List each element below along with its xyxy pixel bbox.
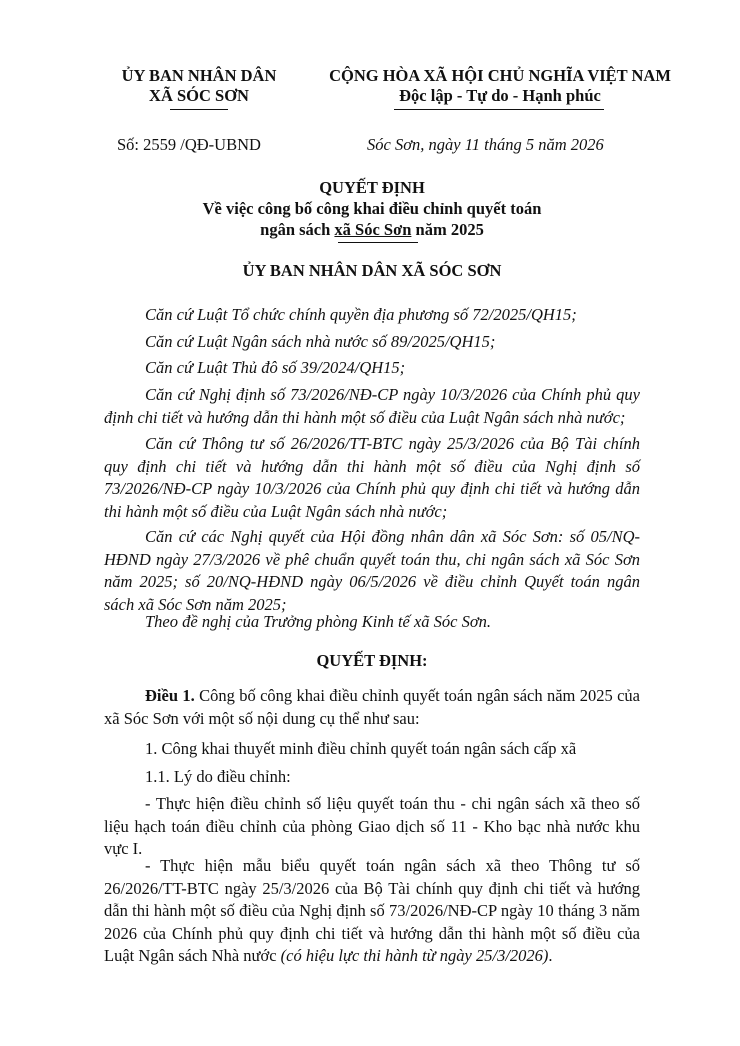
reason-2-end: . (548, 946, 553, 966)
article-1-label: Điều 1. (145, 686, 195, 705)
issuer-org-line2: XÃ SÓC SƠN (149, 86, 249, 105)
reason-1: - Thực hiện điều chỉnh số liệu quyết toán thu - chi ngân sách xã theo số liệu hạch toán điều chỉnh của phòng Giao dịch số 11 - Kho bạc nhà nước khu vực I. (104, 794, 640, 859)
document-subject-line1: Về việc công bố công khai điều chỉnh quyết toán (202, 199, 542, 218)
motto-underline (394, 109, 604, 110)
issuer-org-line1: ỦY BAN NHÂN DÂN (121, 66, 277, 85)
legal-basis-2: Căn cứ Luật Ngân sách nhà nước số 89/2025/QH15; (145, 332, 496, 351)
legal-basis-1: Căn cứ Luật Tổ chức chính quyền địa phương số 72/2025/QH15; (145, 305, 577, 324)
document-date: Sóc Sơn, ngày 11 tháng 5 năm 2026 (367, 135, 604, 154)
article-1 (104, 685, 640, 730)
section-1: 1. Công khai thuyết minh điều chỉnh quyết toán ngân sách cấp xã (145, 739, 577, 758)
decision-heading: QUYẾT ĐỊNH: (316, 651, 428, 670)
reason-2-text: - Thực hiện mẫu biểu quyết toán ngân sách xã theo Thông tư số 26/2026/TT-BTC ngày 25/3/2026 của Bộ Tài chính quy định chi tiết và hướng dẫn thi hành một số điều của Nghị định số 73/2026/NĐ-CP ngày 10 tháng 3 năm 2026 của Chính phủ quy định chi tiết và hướng dẫn thi hành một số điều của Luật Ngân sách Nhà nước (104, 856, 640, 966)
national-title: CỘNG HÒA XÃ HỘI CHỦ NGHĨA VIỆT NAM (329, 66, 671, 85)
legal-basis-3: Căn cứ Luật Thủ đô số 39/2024/QH15; (145, 358, 406, 377)
document-subject-line2 (104, 220, 640, 240)
legal-basis-4: Căn cứ Nghị định số 73/2026/NĐ-CP ngày 10/3/2026 của Chính phủ quy định chi tiết và hướng dẫn thi hành một số điều của Luật Ngân sách nhà nước; (104, 385, 640, 427)
subject-part-1: ngân sách (260, 220, 335, 239)
issuer-underline (170, 109, 228, 110)
title-underline (338, 242, 418, 243)
document-title: QUYẾT ĐỊNH (319, 178, 425, 197)
proposal-basis: Theo đề nghị của Trưởng phòng Kinh tế xã Sóc Sơn. (145, 612, 492, 631)
article-1-text: Công bố công khai điều chỉnh quyết toán ngân sách năm 2025 của xã Sóc Sơn với một số nội dung cụ thể như sau: (104, 686, 641, 728)
national-motto: Độc lập - Tự do - Hạnh phúc (399, 86, 601, 105)
legal-basis-5: Căn cứ Thông tư số 26/2026/TT-BTC ngày 25/3/2026 của Bộ Tài chính quy định chi tiết và hướng dẫn thi hành một số điều của Nghị định số 73/2026/NĐ-CP ngày 10/3/2026 của Chính phủ quy định chi tiết và hướng dẫn thi hành một số điều của Luật Ngân sách nhà nước; (104, 434, 640, 521)
reason-2 (104, 855, 640, 968)
issuing-authority: ỦY BAN NHÂN DÂN XÃ SÓC SƠN (242, 261, 502, 280)
section-1-1: 1.1. Lý do điều chỉnh: (145, 767, 291, 786)
subject-part-3: năm 2025 (411, 220, 484, 239)
document-number: Số: 2559 /QĐ-UBND (117, 135, 261, 154)
legal-basis-6: Căn cứ các Nghị quyết của Hội đồng nhân dân xã Sóc Sơn: số 05/NQ-HĐND ngày 27/3/2026 về phê chuẩn quyết toán thu, chi ngân sách xã Sóc Sơn năm 2025; số 20/NQ-HĐND ngày 06/5/2026 về điều chỉnh Quyết toán ngân sách xã Sóc Sơn năm 2025; (104, 527, 640, 614)
reason-2-note: (có hiệu lực thi hành từ ngày 25/3/2026) (280, 946, 549, 966)
subject-part-2: xã Sóc Sơn (334, 220, 412, 239)
